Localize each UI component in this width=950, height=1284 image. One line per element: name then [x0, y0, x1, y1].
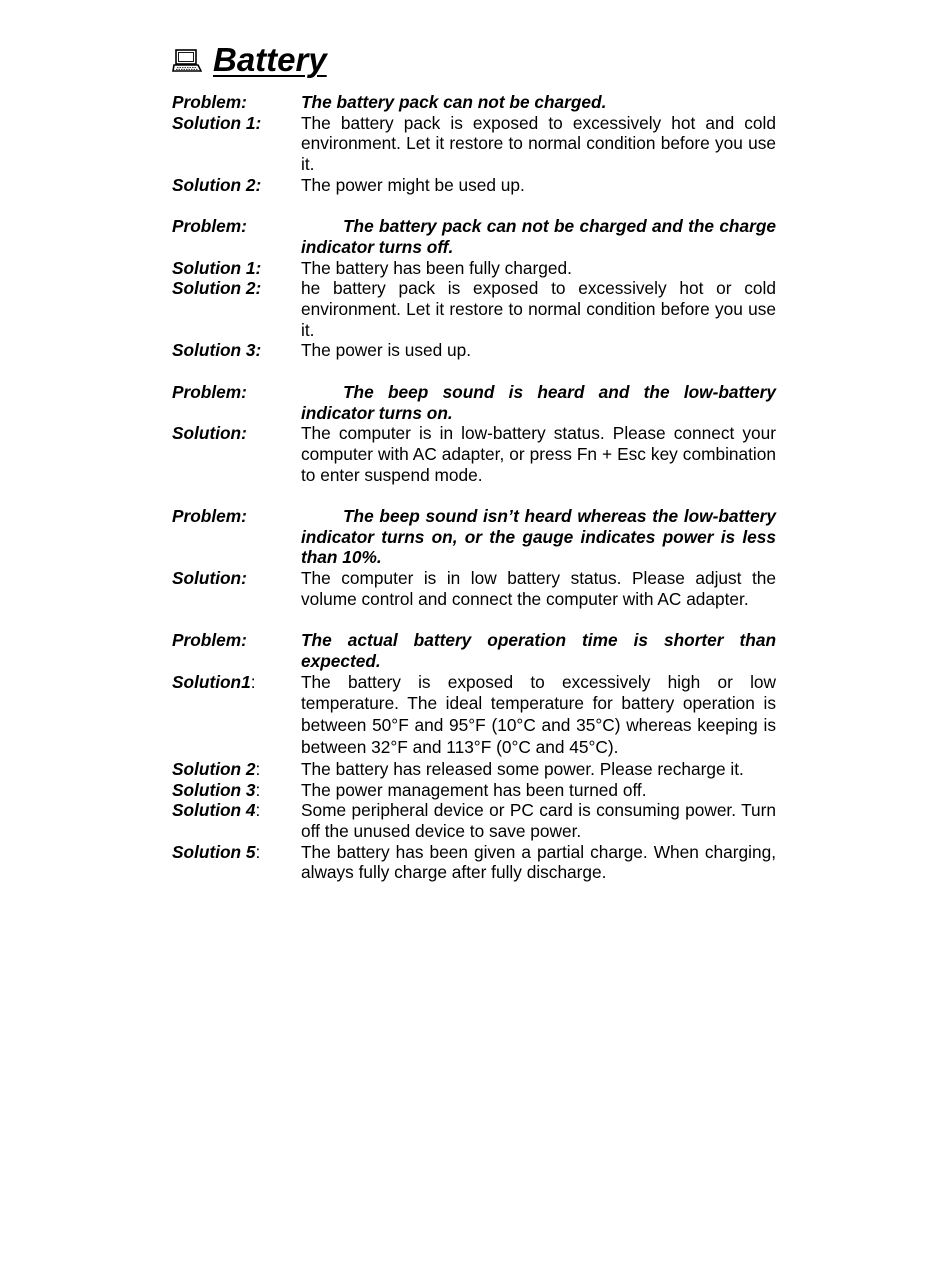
problem-row — [172, 92, 776, 113]
problem-row — [172, 506, 776, 568]
solution-label: Solution 1: — [172, 257, 262, 278]
problem-label: Problem: — [172, 216, 247, 237]
page-title: Battery — [213, 41, 327, 78]
laptop-icon — [172, 48, 202, 74]
solution-label: Solution 2 — [172, 758, 256, 779]
solution-label: Solution 1: — [172, 112, 262, 133]
solution-label: Solution1 — [172, 671, 251, 692]
section-gap — [172, 196, 776, 217]
solution-label: Solution 4 — [172, 800, 256, 821]
solution-text: The power might be used up. — [301, 174, 525, 195]
solution-row — [172, 258, 776, 279]
label-colon: : — [255, 779, 261, 800]
solution-label: Solution: — [172, 568, 247, 589]
solution-row — [172, 800, 776, 841]
solution-row — [172, 113, 776, 175]
solution-text: The computer is in low-battery status. Please connect your computer with AC adapter, or press Fn + Esc key combination to enter suspend mode. — [301, 423, 776, 485]
solution-label-cell — [172, 759, 301, 780]
problem-row — [172, 630, 776, 671]
label-colon: : — [250, 671, 256, 692]
solution-row — [172, 842, 776, 883]
label-colon: : — [255, 841, 261, 862]
solution-text: The computer is in low battery status. Please adjust the volume control and connect the computer with AC adapter. — [301, 568, 776, 609]
solution-text: The battery is exposed to excessively high or low temperature. The ideal temperature for battery operation is between 50°F and 95°F (10°C and 35°C) whereas keeping is between 32°F and 113°F (0°C and 45°C). — [301, 671, 776, 758]
section-gap — [172, 361, 776, 382]
problem-text: The actual battery operation time is shorter than expected. — [301, 630, 776, 671]
problem-text: The beep sound isn’t heard whereas the low-battery indicator turns on, or the gauge indicates power is less than 10%. — [301, 506, 776, 568]
solution-row — [172, 672, 776, 759]
solution-label: Solution 2: — [172, 174, 262, 195]
problem-text: The battery pack can not be charged. — [301, 92, 607, 112]
solution-label: Solution 3: — [172, 340, 262, 361]
solution-label: Solution 5 — [172, 841, 256, 862]
solution-label: Solution 2: — [172, 278, 262, 299]
solution-label-cell — [172, 800, 301, 841]
solution-row — [172, 175, 776, 196]
problem-text: The battery pack can not be charged and the charge indicator turns off. — [301, 216, 776, 257]
solution-text: The battery has been fully charged. — [301, 257, 572, 278]
solution-label-cell — [172, 842, 301, 883]
solution-text: The battery has released some power. Please recharge it. — [301, 758, 744, 779]
solution-label: Solution: — [172, 423, 247, 444]
solution-row — [172, 568, 776, 609]
solution-label-cell — [172, 780, 301, 801]
problem-text: The beep sound is heard and the low-battery indicator turns on. — [301, 381, 776, 423]
problem-label: Problem: — [172, 506, 247, 527]
solution-row — [172, 780, 776, 801]
problem-row — [172, 382, 776, 423]
solution-row — [172, 340, 776, 361]
solution-text: The power is used up. — [301, 340, 472, 361]
section-gap — [172, 485, 776, 506]
problem-label: Problem: — [172, 92, 247, 112]
solution-label-cell — [172, 672, 301, 759]
solution-text: The battery has been given a partial charge. When charging, always fully charge after fully discharge. — [301, 841, 776, 883]
solution-text: Some peripheral device or PC card is consuming power. Turn off the unused device to save power. — [301, 800, 776, 841]
solution-row — [172, 278, 776, 340]
section-gap — [172, 610, 776, 631]
label-colon: : — [255, 800, 261, 821]
problem-label: Problem: — [172, 381, 247, 402]
solution-row — [172, 423, 776, 485]
solution-text: he battery pack is exposed to excessively hot or cold environment. Let it restore to normal condition before you use it. — [301, 278, 776, 340]
solution-text: The power management has been turned off. — [301, 779, 647, 800]
solution-row — [172, 759, 776, 780]
troubleshooting-page — [172, 36, 776, 883]
problem-label: Problem: — [172, 630, 247, 651]
problem-row — [172, 216, 776, 257]
label-colon: : — [255, 758, 261, 779]
solution-label: Solution 3 — [172, 779, 256, 800]
section-heading — [172, 36, 776, 78]
solution-text: The battery pack is exposed to excessively hot and cold environment. Let it restore to normal condition before you use it. — [301, 112, 776, 175]
